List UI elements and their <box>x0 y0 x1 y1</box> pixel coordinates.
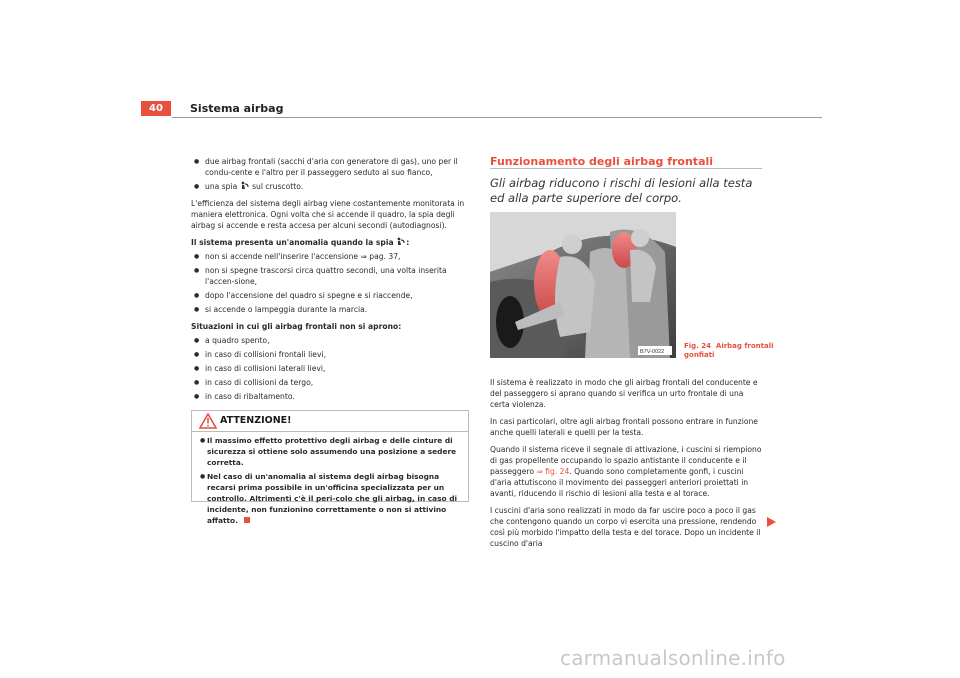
page-number: 40 <box>141 101 171 116</box>
airbag-illustration <box>490 212 676 358</box>
continue-arrow-icon <box>767 512 776 531</box>
list-item: ● due airbag frontali (sacchi d'aria con generatore di gas), uno per il condu-cente e l'altro per il passeggero seduto al suo fianco, <box>191 156 467 178</box>
paragraph: L'efficienza del sistema degli airbag viene costantemente monitorata in maniera elettronica. Ogni volta che si accende il quadro, la spia degli airbag si accende e resta accesa per alcuni secondi (autodiagnosi). <box>191 199 465 230</box>
end-of-section-mark <box>244 517 250 523</box>
warning-item: ● Il massimo effetto protettivo degli airbag e delle cinture di sicurezza si ottiene solo assumendo una posizione a sedere corretta. <box>197 435 465 468</box>
paragraph: I cuscini d'aria sono realizzati in modo da far uscire poco a poco il gas che contengono quando un corpo vi esercita una pressione, rendendo così più morbido l'impatto della testa e del torace. Dopo un incidente il cuscino d'aria <box>490 506 761 548</box>
situations-heading: Situazioni in cui gli airbag frontali non si aprono: <box>191 322 402 331</box>
paragraph: In casi particolari, oltre agli airbag frontali possono entrare in funzione anche quelli laterali e quelli per la testa. <box>490 417 758 437</box>
figure-code: B7V-0022 <box>640 349 665 355</box>
list-item: ● dopo l'accensione del quadro si spegne e si riaccende, <box>191 290 467 301</box>
section-title: Funzionamento degli airbag frontali <box>490 155 714 168</box>
list-item: ● si accende o lampeggia durante la marcia. <box>191 304 467 315</box>
warning-title: ATTENZIONE! <box>220 415 292 426</box>
warning-box <box>191 410 469 525</box>
list-item: ● in caso di collisioni frontali lievi, <box>191 349 467 360</box>
section-divider <box>490 168 762 169</box>
paragraph: Il sistema è realizzato in modo che gli airbag frontali del conducente e del passeggero si aprano quando si verifica un urto frontale di una certa violenza. <box>490 378 758 409</box>
warning-item: ● Nel caso di un'anomalia al sistema degli airbag bisogna recarsi prima possibile in un'officina specializzata per un controllo. Altrimenti c'è il peri-colo che gli airbag, in caso di incidente, non funzionino correttamente o non si attivino affatto. <box>197 471 465 526</box>
warning-header <box>192 411 468 432</box>
figure-caption: Fig. 24 Airbag frontali gonfiati <box>684 342 774 359</box>
section-subtitle: Gli airbag riducono i rischi di lesioni alla testa ed alla parte superiore del corpo. <box>490 176 753 205</box>
list-item: ● in caso di ribaltamento. <box>191 391 467 402</box>
warning-triangle-icon <box>199 413 217 433</box>
paragraph: Quando il sistema riceve il segnale di attivazione, i cuscini si riempiono di gas propellente occupando lo spazio antistante il conducente e il passeggero ⇒ fig. 24. Quando sono completamente gonfi, i cuscini d'aria attutiscono il movimento dei passeggeri anteriori proiettati in avanti, riducendo il rischio di lesioni alla testa e al torace. <box>490 445 762 498</box>
airbag-warning-light-icon <box>396 237 406 246</box>
list-item: ● a quadro spento, <box>191 335 467 346</box>
page-title: Sistema airbag <box>190 102 284 115</box>
header-divider <box>172 117 822 118</box>
left-column <box>191 156 467 405</box>
watermark: carmanualsonline.info <box>560 646 786 670</box>
list-item: ● in caso di collisioni laterali lievi, <box>191 363 467 374</box>
anomaly-heading: Il sistema presenta un'anomalia quando la spia : <box>191 238 410 247</box>
list-item: ● in caso di collisioni da tergo, <box>191 377 467 388</box>
list-item: ● non si accende nell'inserire l'accensione ⇒ pag. 37, <box>191 251 467 262</box>
right-column <box>490 377 762 555</box>
list-item: ● una spia sul cruscotto. <box>191 181 467 192</box>
figure-link[interactable]: ⇒ fig. 24 <box>536 467 570 476</box>
list-item: ● non si spegne trascorsi circa quattro secondi, una volta inserita l'accen-sione, <box>191 265 467 287</box>
airbag-warning-light-icon <box>240 181 250 190</box>
